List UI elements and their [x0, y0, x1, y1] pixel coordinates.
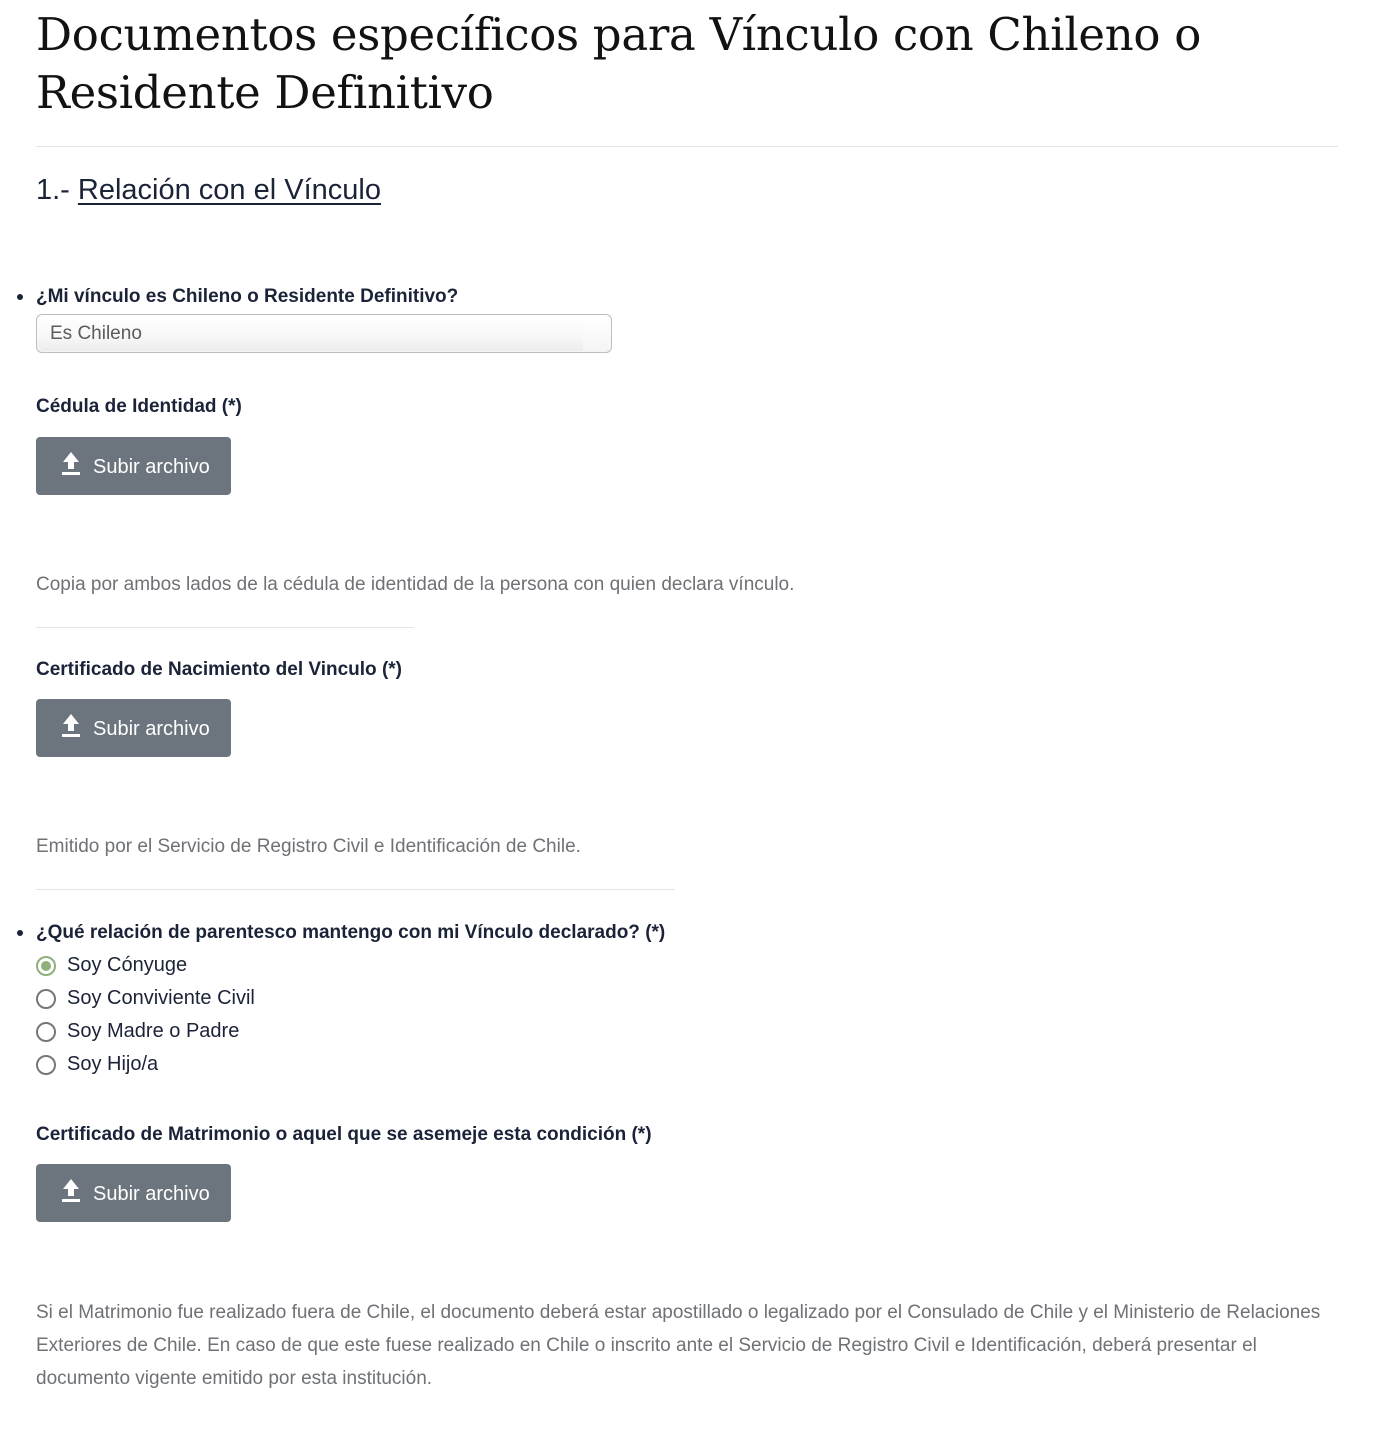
radio-label: Soy Madre o Padre	[67, 1020, 240, 1042]
cedula-upload-button[interactable]	[36, 437, 231, 495]
radio-label: Soy Hijo/a	[67, 1053, 159, 1075]
radio-unchecked-icon[interactable]	[36, 1055, 56, 1075]
section-title-link[interactable]: Relación con el Vínculo	[77, 174, 381, 206]
upload-icon	[61, 713, 81, 739]
bullet-icon	[17, 294, 23, 300]
divider	[36, 627, 414, 628]
nacimiento-upload-button[interactable]	[36, 699, 231, 757]
nacimiento-help-text: Emitido por el Servicio de Registro Civil e Identificación de Chile.	[36, 836, 581, 857]
cedula-label: Cédula de Identidad (*)	[36, 396, 242, 417]
nacimiento-label: Certificado de Nacimiento del Vinculo (*)	[36, 659, 402, 680]
radio-label: Soy Conviviente Civil	[67, 987, 255, 1009]
section-heading	[36, 171, 381, 209]
parentesco-question-label: ¿Qué relación de parentesco mantengo con mi Vínculo declarado? (*)	[36, 922, 666, 943]
cedula-help-text: Copia por ambos lados de la cédula de identidad de la persona con quien declara vínculo.	[36, 574, 795, 595]
section-number: 1.-	[36, 174, 70, 206]
upload-icon	[61, 451, 81, 477]
upload-button-label: Subir archivo	[93, 718, 210, 740]
divider	[36, 889, 675, 890]
bullet-icon	[17, 930, 23, 936]
radio-checked-icon[interactable]	[36, 956, 56, 976]
matrimonio-help-text: Si el Matrimonio fue realizado fuera de Chile, el documento deberá estar apostillado o legalizado por el Consulado de Chile y el Ministerio de Relaciones Exteriores de Chile. En caso de que este fuese realizado en Chile o inscrito ante el Servicio de Registro Civil e Identificación, deberá presentar el documento vigente emitido por esta institución.	[36, 1302, 1321, 1389]
upload-button-label: Subir archivo	[93, 1183, 210, 1205]
title-divider	[36, 146, 1338, 147]
upload-button-label: Subir archivo	[93, 456, 210, 478]
radio-unchecked-icon[interactable]	[36, 1022, 56, 1042]
upload-icon	[61, 1178, 81, 1204]
vinculo-question-label: ¿Mi vínculo es Chileno o Residente Definitivo?	[36, 286, 459, 307]
page-title: Documentos específicos para Vínculo con Chileno o Residente Definitivo	[36, 8, 1202, 119]
radio-label: Soy Cónyuge	[67, 954, 188, 976]
radio-unchecked-icon[interactable]	[36, 989, 56, 1009]
vinculo-select[interactable]	[36, 314, 612, 353]
matrimonio-label: Certificado de Matrimonio o aquel que se asemeje esta condición (*)	[36, 1124, 652, 1145]
matrimonio-upload-button[interactable]	[36, 1164, 231, 1222]
vinculo-select-value: Es Chileno	[50, 323, 142, 344]
